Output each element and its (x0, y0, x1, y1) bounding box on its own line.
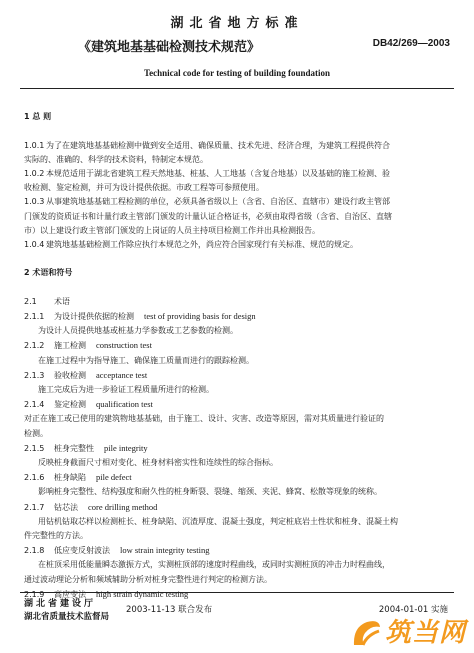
standard-number: DB42/269—2003 (372, 38, 450, 49)
term-2-1-2: 2.1.2 施工检测 construction test (24, 340, 152, 351)
bottom-divider (20, 592, 454, 593)
term-2-1-5: 2.1.5 桩身完整性 pile integrity (24, 442, 148, 453)
term-definition-cont: 通过波动理论分析和频域辅助分析对桩身完整性进行判定的检测方法。 (24, 574, 272, 584)
subsection-2-1: 2.1 术语 (24, 296, 70, 306)
term-2-1-9: 2.1.9 高应变法 high strain dynamic testing (24, 588, 189, 599)
watermark-text: 筑当网 (384, 618, 466, 648)
section-2-heading: 2 术语和符号 (24, 268, 73, 278)
term-definition: 施工完成后为进一步验证工程质量所进行的检测。 (38, 385, 214, 394)
english-title: Technical code for testing of building foundation (143, 68, 331, 78)
term-definition: 为设计人员提供地基或桩基力学参数或工艺参数的检测。 (38, 326, 238, 336)
standard-type: 湖北省地方标准 (170, 16, 304, 31)
term-definition: 影响桩身完整性、结构强度和耐久性的桩身断裂、裂缝、缩颈、夹泥、蜂窝、松散等现象的统称。 (38, 487, 382, 497)
term-2-1-3: 2.1.3 验收检测 acceptance test (24, 369, 148, 380)
term-definition-cont: 件完整性的方法。 (24, 531, 88, 541)
clause-1-0-4: 1.0.4 建筑地基基础检测工作除应执行本规范之外，尚应符合国家现行有关标准、规范的规定。 (24, 240, 358, 249)
issuing-org-construction: 湖北省建设厅 (24, 599, 97, 609)
term-2-1-8: 2.1.8 低应变反射波法 low strain integrity testing (24, 545, 210, 556)
effective-date: 2004-01-01 实施 (378, 605, 448, 615)
document-title: 《建筑地基基础检测技术规范》 (78, 40, 261, 55)
clause-1-0-1-cont: 实际的、准确的、科学的技术资料，特制定本规范。 (24, 154, 208, 164)
clause-1-0-3-cont: 市）以上建设行政主管部门颁发的上岗证的人员主持项目检测工作并出具检测报告。 (24, 225, 320, 235)
issuing-org-quality: 湖北省质量技术监督局 (24, 612, 110, 622)
watermark-logo-icon (349, 615, 385, 651)
publish-date: 2003-11-13 联合发布 (126, 605, 213, 615)
clause-1-0-2-cont: 收检测、鉴定检测，并可为设计提供依据。市政工程等可参照使用。 (24, 183, 264, 193)
term-2-1-6: 2.1.6 桩身缺陷 pile defect (24, 472, 132, 483)
term-definition: 对正在施工或已使用的建筑物地基基础，由于施工、设计、灾害、改造等原因，需对其质量进行验证的 (24, 414, 384, 424)
term-definition-cont: 检测。 (24, 428, 48, 438)
term-definition: 在桩顶采用低能量瞬态激振方式，实测桩顶部的速度时程曲线，或同时实测桩顶的冲击力时程曲线， (38, 560, 390, 570)
clause-1-0-3-cont: 门颁发的资质证书和计量行政主管部门颁发的计量认证合格证书，必须由取得省级（含省、自治区、直辖 (24, 211, 392, 221)
top-divider (20, 88, 454, 89)
clause-1-0-3: 1.0.3 从事建筑地基基础工程检测的单位，必须具备省级以上（含省、自治区、直辖市）建设行政主管部 (24, 197, 390, 207)
document-body (24, 96, 454, 602)
term-definition: 在施工过程中为指导施工、确保施工质量而进行的跟踪检测。 (38, 355, 254, 365)
section-1-heading: 1 总 则 (24, 112, 52, 122)
term-definition: 用钻机钻取芯样以检测桩长、桩身缺陷、沉渣厚度、混凝土强度，判定桩底岩土性状和桩身、混凝土构 (38, 516, 398, 526)
clause-1-0-2: 1.0.2 本规范适用于湖北省建筑工程天然地基、桩基、人工地基（含复合地基）以及基础的施工检测、验 (24, 168, 390, 178)
term-2-1-1: 2.1.1 为设计提供依据的检测 test of providing basis for design (24, 310, 256, 321)
term-definition: 反映桩身截面尺寸相对变化、桩身材料密实性和连续性的综合指标。 (38, 458, 278, 468)
term-2-1-4: 2.1.4 鉴定检测 qualification test (24, 399, 153, 410)
site-watermark (349, 615, 466, 651)
clause-1-0-1: 1.0.1 为了在建筑地基基础检测中做到安全适用、确保质量、技术先进、经济合理，为建筑工程提供符合 (24, 140, 390, 150)
term-2-1-7: 2.1.7 钻芯法 core drilling method (24, 501, 158, 512)
